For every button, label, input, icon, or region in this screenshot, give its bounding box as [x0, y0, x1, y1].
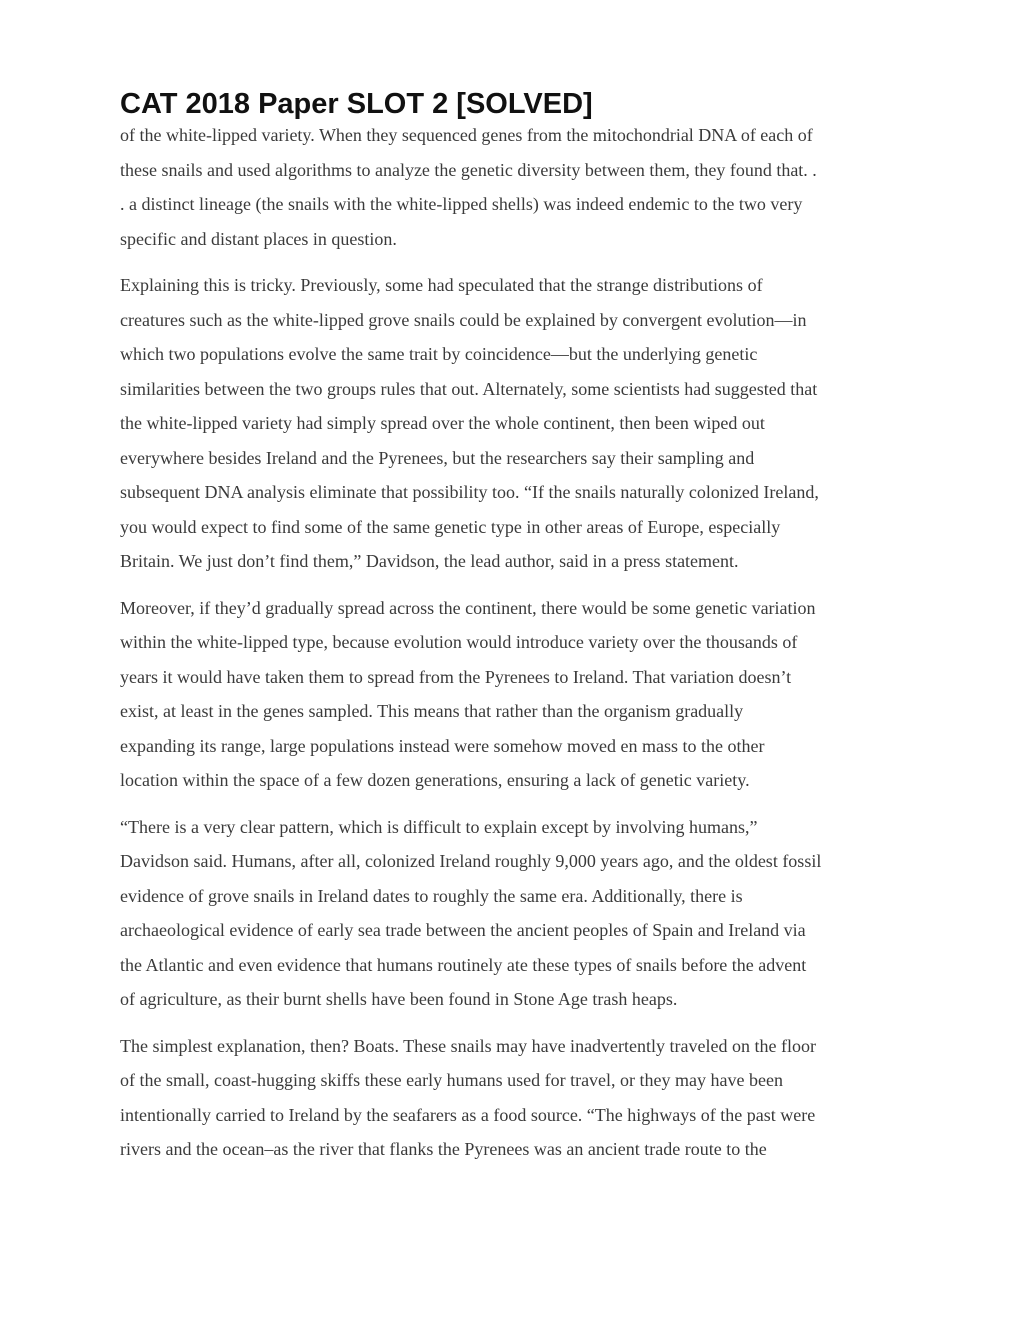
text-line: evidence of grove snails in Ireland dates to roughly the same era. Additionally, there is	[120, 885, 743, 906]
text-line: The simplest explanation, then? Boats. These snails may have inadvertently traveled on the floor	[120, 1035, 816, 1056]
text-line: which two populations evolve the same trait by coincidence—but the underlying genetic	[120, 344, 758, 364]
text-line: everywhere besides Ireland and the Pyrenees, but the researchers say their sampling and	[120, 447, 755, 468]
text-line: you would expect to find some of the same genetic type in other areas of Europe, especially	[120, 516, 781, 537]
text-line: archaeological evidence of early sea trade between the ancient peoples of Spain and Ireland via	[120, 920, 806, 940]
text-line: Davidson said. Humans, after all, colonized Ireland roughly 9,000 years ago, and the oldest fossil	[120, 851, 822, 871]
text-line: of the small, coast-hugging skiffs these early humans used for travel, or they may have been	[120, 1070, 783, 1090]
text-line: location within the space of a few dozen generations, ensuring a lack of genetic variety.	[120, 770, 750, 790]
text-line: rivers and the ocean–as the river that flanks the Pyrenees was an ancient trade route to the	[120, 1139, 767, 1159]
paragraph-4	[120, 810, 910, 1017]
text-line: Explaining this is tricky. Previously, some had speculated that the strange distributions of	[120, 275, 763, 295]
text-line: creatures such as the white-lipped grove snails could be explained by convergent evolution—in	[120, 309, 807, 330]
paragraph-2	[120, 268, 910, 579]
text-line: Britain. We just don’t find them,” Davidson, the lead author, said in a press statement.	[120, 551, 739, 571]
text-line: the white-lipped variety had simply spread over the whole continent, then been wiped out	[120, 413, 765, 433]
text-line: “There is a very clear pattern, which is difficult to explain except by involving humans,”	[120, 816, 758, 837]
text-line: within the white-lipped type, because evolution would introduce variety over the thousands of	[120, 632, 798, 652]
article-body	[120, 118, 910, 1167]
text-line: expanding its range, large populations instead were somehow moved en mass to the other	[120, 735, 765, 756]
text-line: these snails and used algorithms to analyze the genetic diversity between them, they found that. .	[120, 159, 817, 180]
text-line: specific and distant places in question.	[120, 228, 397, 249]
text-line: of the white-lipped variety. When they sequenced genes from the mitochondrial DNA of each of	[120, 125, 813, 145]
page-title: CAT 2018 Paper SLOT 2 [SOLVED]	[120, 88, 593, 120]
text-line: years it would have taken them to spread from the Pyrenees to Ireland. That variation doesn’t	[120, 666, 792, 687]
text-line: the Atlantic and even evidence that humans routinely ate these types of snails before the advent	[120, 954, 807, 975]
paragraph-3	[120, 591, 910, 798]
text-line: . a distinct lineage (the snails with the white-lipped shells) was indeed endemic to the two very	[120, 194, 803, 214]
paragraph-5	[120, 1029, 910, 1167]
text-line: exist, at least in the genes sampled. This means that rather than the organism gradually	[120, 701, 744, 721]
text-line: subsequent DNA analysis eliminate that possibility too. “If the snails naturally colonized Ireland,	[120, 482, 819, 502]
paragraph-1	[120, 118, 910, 256]
text-line: similarities between the two groups rules that out. Alternately, some scientists had suggested that	[120, 378, 818, 399]
text-line: of agriculture, as their burnt shells have been found in Stone Age trash heaps.	[120, 989, 678, 1009]
text-line: intentionally carried to Ireland by the seafarers as a food source. “The highways of the past were	[120, 1104, 816, 1125]
text-line: Moreover, if they’d gradually spread across the continent, there would be some genetic variation	[120, 597, 816, 618]
